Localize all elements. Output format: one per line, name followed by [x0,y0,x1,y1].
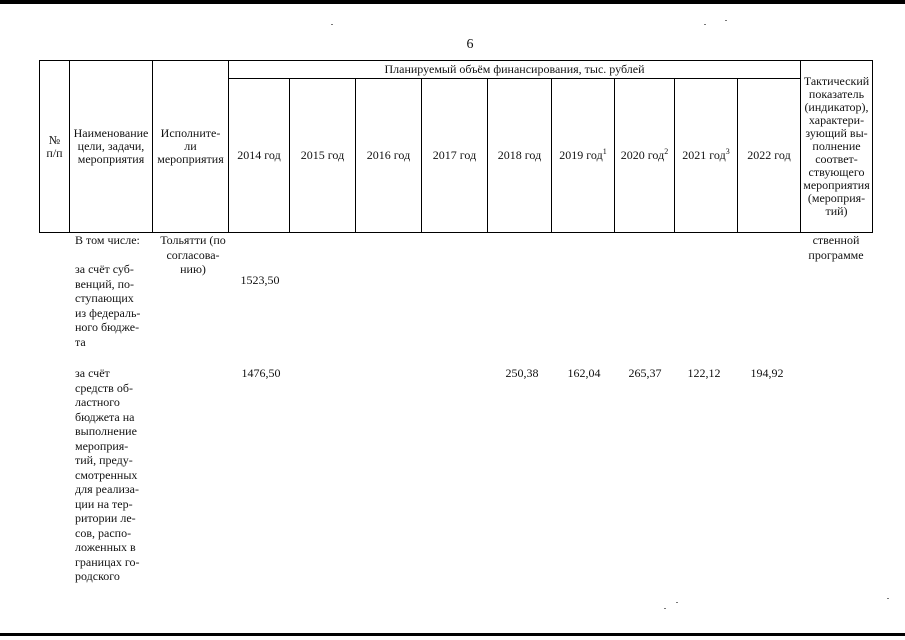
page-bottom-edge [0,633,905,636]
page-number: 6 [466,37,474,52]
header-year-2020: 2020 год$^2$ [615,79,675,233]
header-indicator: Тактический показатель (индикатор), характери- зующий вы- полнение соответ- ствующего мероприятия (мероприя- тий) [801,61,873,233]
scan-speck [664,608,666,609]
header-name: Наименование цели, задачи, мероприятия [70,61,153,233]
page-top-edge [0,0,905,4]
scan-speck [331,24,333,25]
header-year-2015: 2015 год [290,79,356,233]
scan-speck [704,24,706,25]
row-regional-2018: 250,38 [505,366,539,380]
header-year-2019: 2019 год$^1$ [552,79,615,233]
row-regional-label: за счёт средств об- ластного бюджета на выполнение мероприя- тий, преду- смотренных для реализа- ции на тер- ритории ле- сов, распо- ложенных в границах го- родского [75,366,140,583]
scan-speck [725,20,727,21]
header-year-2021: 2021 год$^3$ [675,79,738,233]
header-year-2018: 2018 год [488,79,552,233]
header-year-2016: 2016 год [356,79,422,233]
row-federal-2014: 1523,50 [240,273,280,287]
header-funding-group: Планируемый объём финансирования, тыс. рублей [229,61,801,79]
row-regional-2014: 1476,50 [241,366,281,380]
including-label: В том числе: [75,233,140,247]
scan-speck [887,598,889,599]
header-year-2022: 2022 год [738,79,801,233]
row-federal-label: за счёт суб- венций, по- ступающих из федераль- ного бюдже- та [75,262,141,349]
row-regional-2022: 194,92 [750,366,784,380]
row-regional-2021: 122,12 [687,366,721,380]
header-number: № п/п [40,61,70,233]
header-year-2017: 2017 год [422,79,488,233]
executor-text: Тольятти (по согласова- нию) [160,233,226,276]
row-regional-2019: 162,04 [567,366,601,380]
header-year-2014: 2014 год [229,79,290,233]
header-executor: Исполните- ли мероприятия [153,61,229,233]
scan-speck [676,602,678,603]
row-regional-2020: 265,37 [628,366,662,380]
funding-table-header [39,60,873,233]
indicator-continuation: ственной программе [808,233,864,262]
